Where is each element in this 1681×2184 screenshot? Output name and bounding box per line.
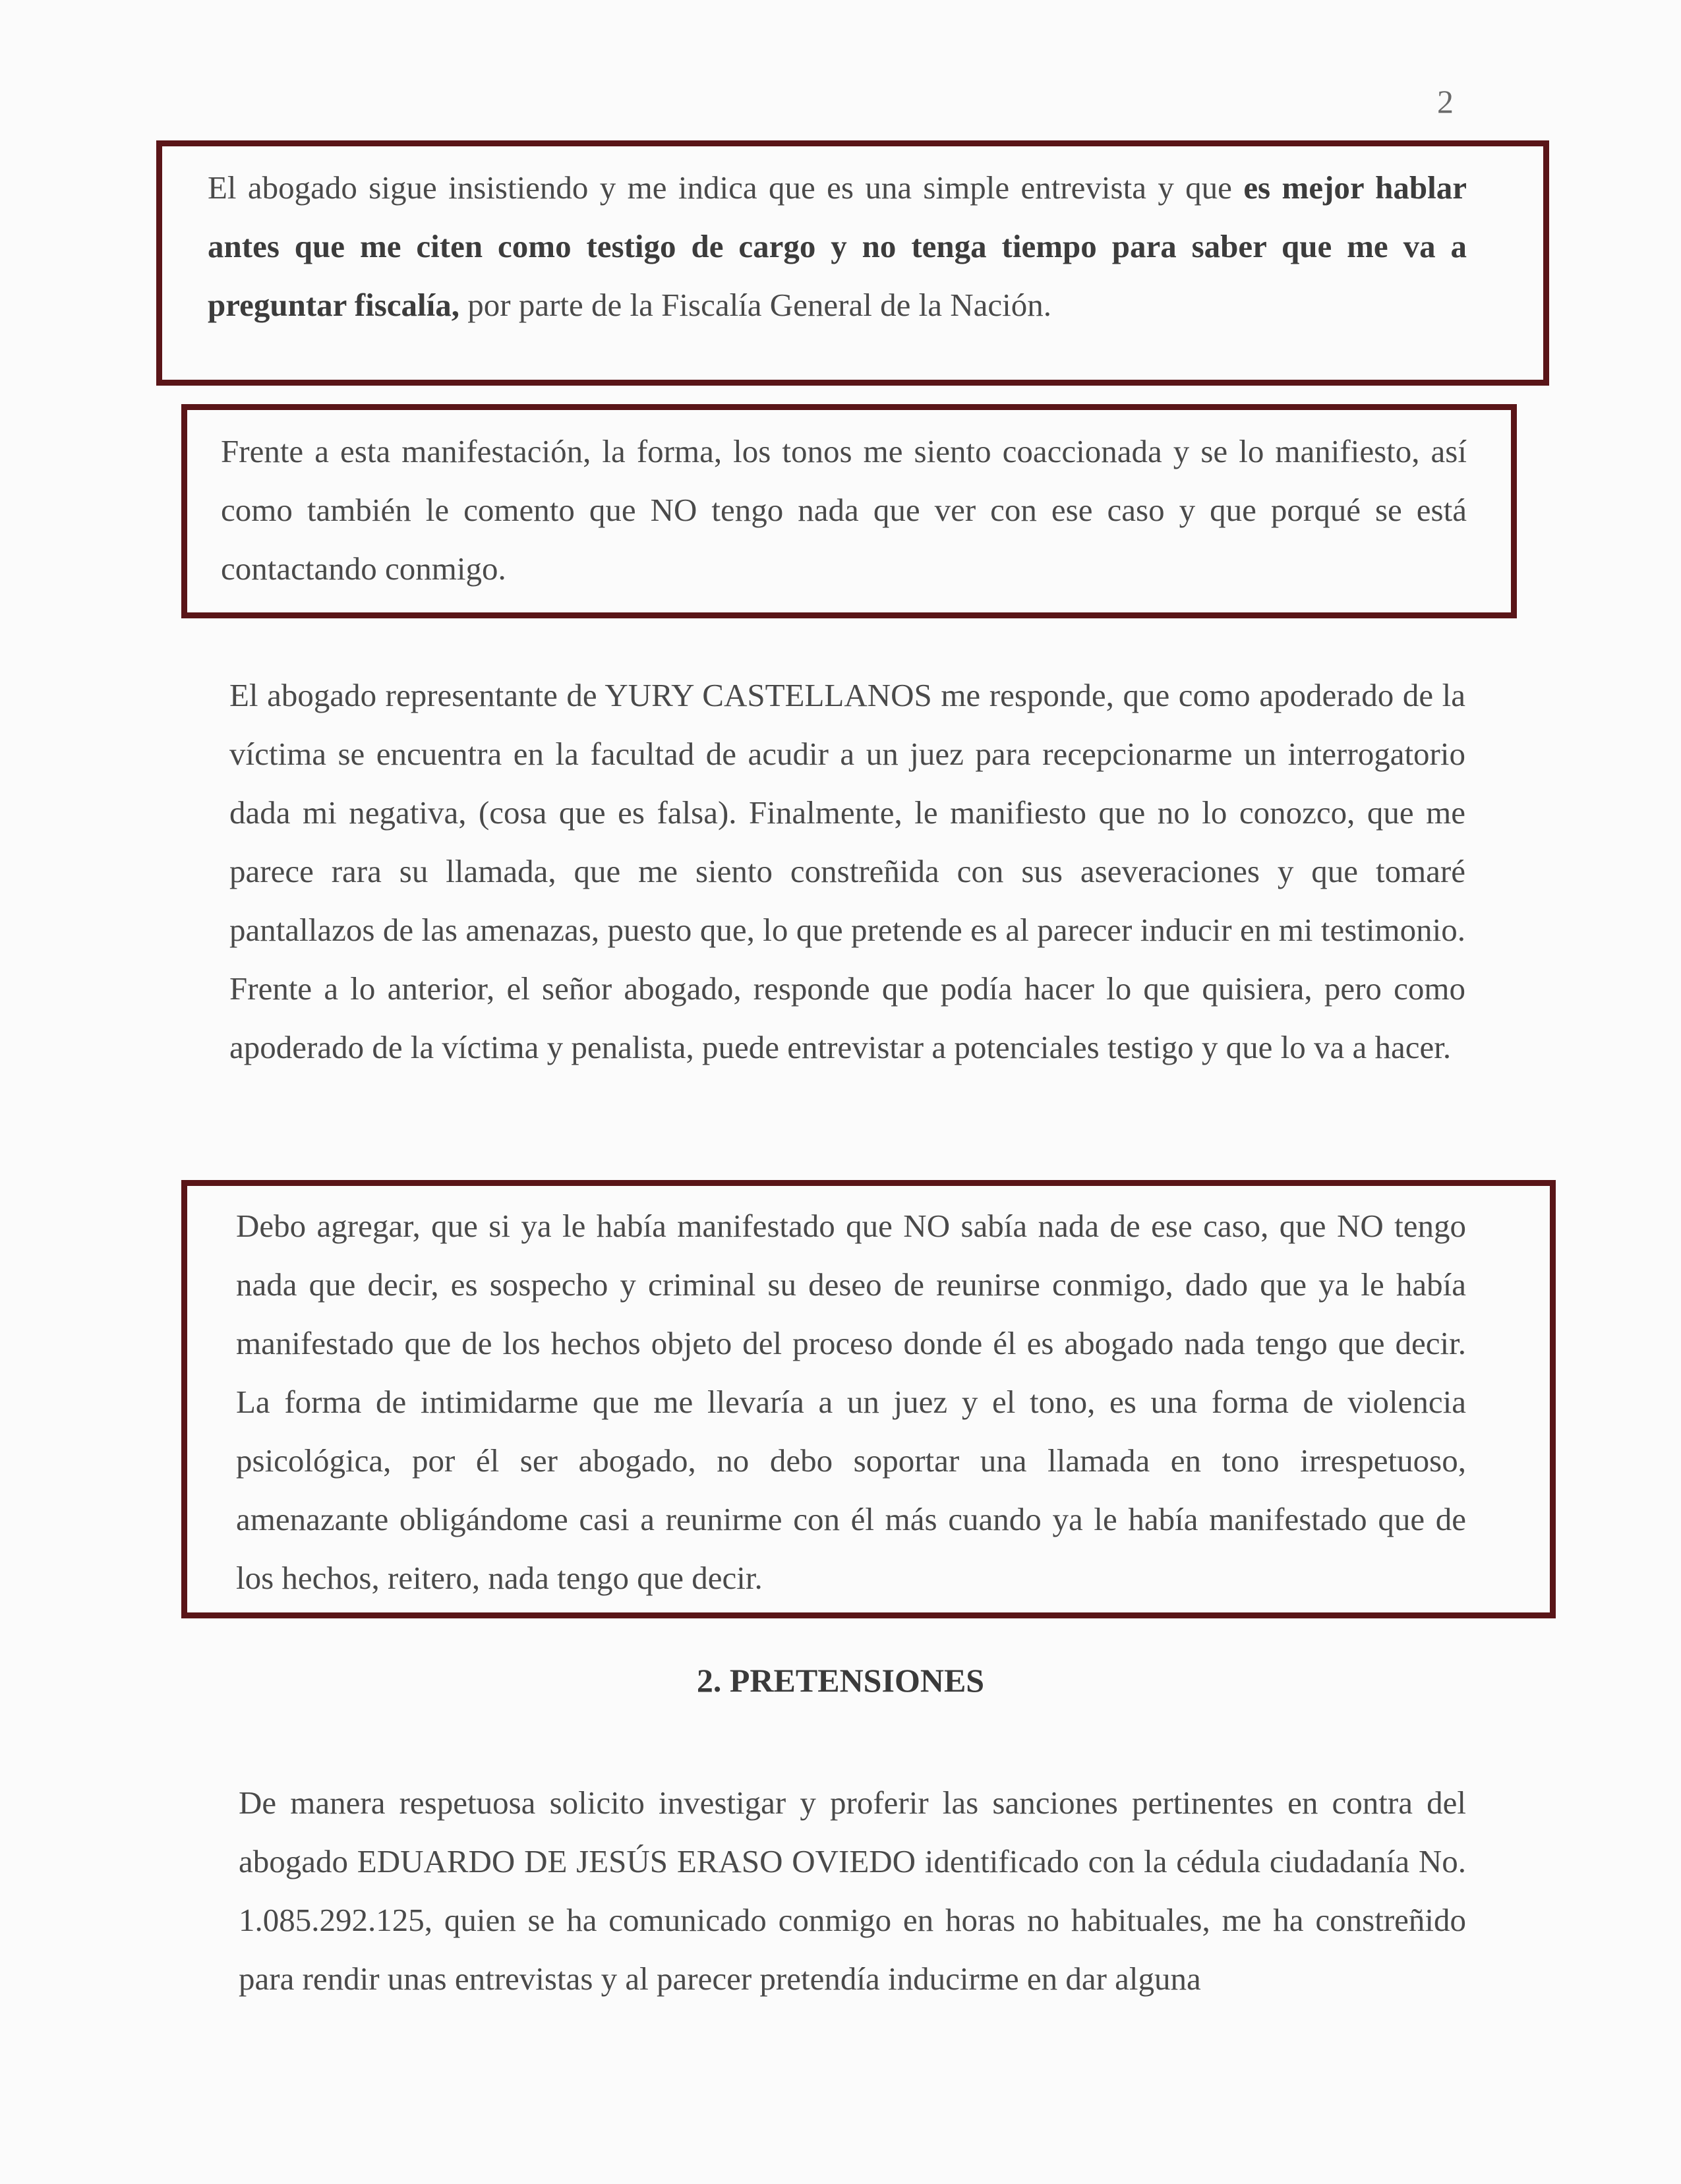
paragraph-1-bold: es mejor hablar antes que me citen como testigo de cargo y no tenga tiempo para saber que me va a preguntar fiscalía, <box>208 169 1467 323</box>
section-heading: 2. PRETENSIONES <box>696 1662 985 1699</box>
paragraph-1 <box>208 158 1467 334</box>
paragraph-1-text-a: El abogado sigue insistiendo y me indica que es una simple entrevista y que <box>208 169 1244 206</box>
paragraph-1-text-b: por parte de la Fiscalía General de la Nación. <box>459 287 1051 323</box>
page-number: 2 <box>1437 83 1454 120</box>
paragraph-2: Frente a esta manifestación, la forma, los tonos me siento coaccionada y se lo manifiesto, así como también le comento que NO tengo nada que ver con ese caso y que porqué se está contactando conmigo. <box>221 433 1467 587</box>
paragraph-3: El abogado representante de YURY CASTELLANOS me responde, que como apoderado de la víctima se encuentra en la facultad de acudir a un juez para recepcionarme un interrogatorio dada mi negativa, (cosa que es falsa). Finalmente, le manifiesto que no lo conozco, que me parece rara su llamada, que me siento constreñida con sus aseveraciones y que tomaré pantallazos de las amenazas, puesto que, lo que pretende es al parecer inducir en mi testimonio. Frente a lo anterior, el señor abogado, responde que podía hacer lo que quisiera, pero como apoderado de la víctima y penalista, puede entrevistar a potenciales testigo y que lo va a hacer. <box>229 677 1465 1065</box>
paragraph-5: De manera respetuosa solicito investigar y proferir las sanciones pertinentes en contra del abogado EDUARDO DE JESÚS ERASO OVIEDO identificado con la cédula ciudadanía No. 1.085.292.125, quien se ha comunicado conmigo en horas no habituales, me ha constreñido para rendir unas entrevistas y al parecer pretendía inducirme en dar alguna <box>239 1785 1466 1997</box>
paragraph-4: Debo agregar, que si ya le había manifestado que NO sabía nada de ese caso, que NO tengo nada que decir, es sospecho y criminal su deseo de reunirse conmigo, dado que ya le había manifestado que de los hechos objeto del proceso donde él es abogado nada tengo que decir. La forma de intimidarme que me llevaría a un juez y el tono, es una forma de violencia psicológica, por él ser abogado, no debo soportar una llamada en tono irrespetuoso, amenazante obligándome casi a reunirme con él más cuando ya le había manifestado que de los hechos, reitero, nada tengo que decir. <box>236 1208 1466 1596</box>
